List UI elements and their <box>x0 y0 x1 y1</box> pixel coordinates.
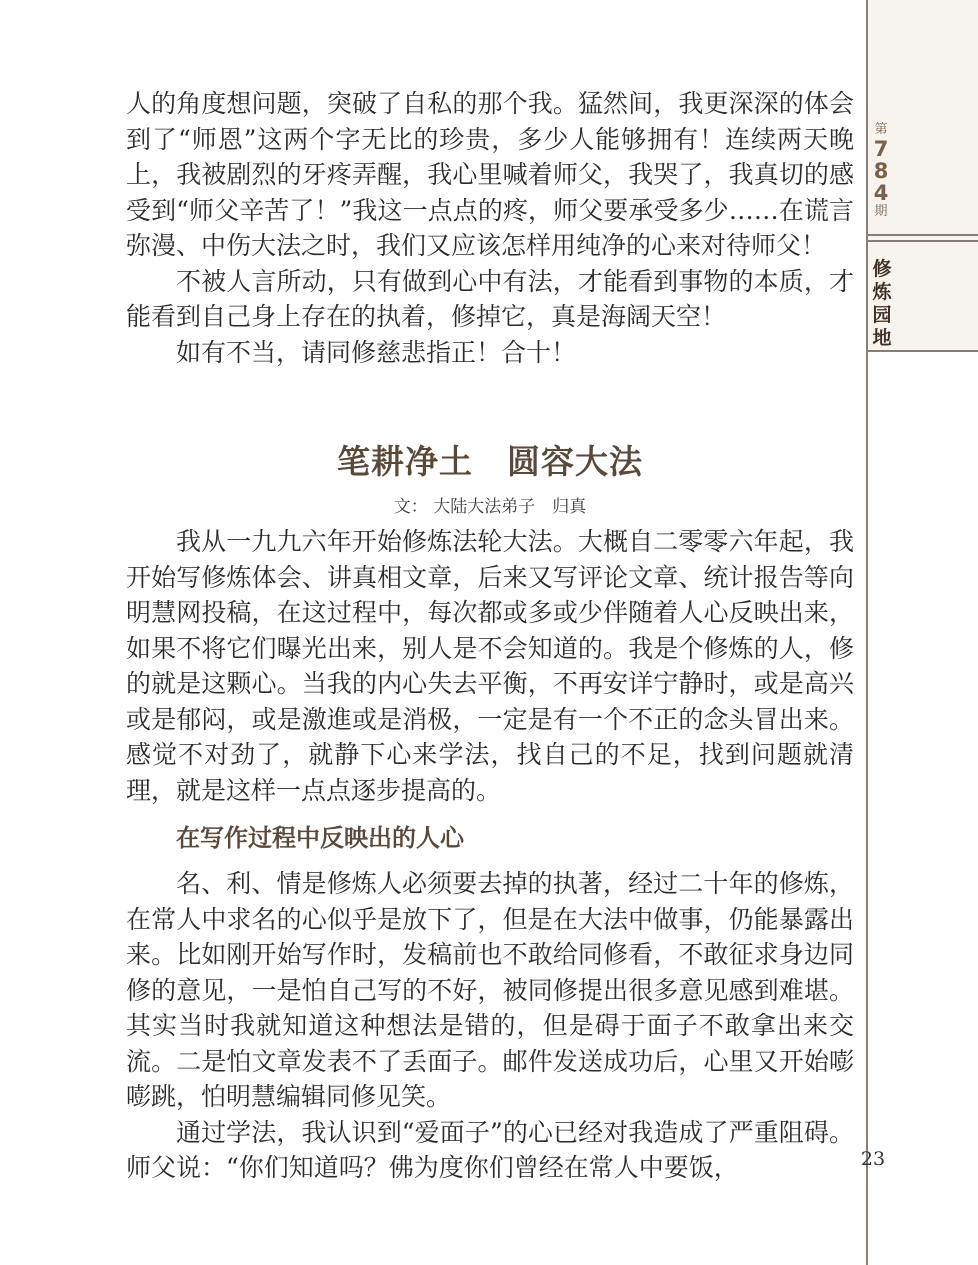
issue-digit: 4 <box>873 181 889 205</box>
article-intro <box>126 524 854 808</box>
section-char: 修 <box>872 258 892 280</box>
rail-separator <box>866 234 978 236</box>
rail-separator <box>866 240 978 242</box>
article-byline: 文： 大陆大法弟子 归真 <box>393 497 587 517</box>
section-char: 园 <box>872 304 892 326</box>
issue-suffix: 期 <box>874 204 888 219</box>
page-number: 23 <box>860 1148 886 1170</box>
section-char: 地 <box>872 327 892 349</box>
section-char: 炼 <box>872 281 892 303</box>
paragraph: 通过学法，我认识到“爱面子”的心已经对我造成了严重阻碍。师父说：“你们知道吗？佛为度你们曾经在常人中要饭， <box>126 1117 854 1182</box>
paragraph: 不被人言所动，只有做到心中有法，才能看到事物的本质，才能看到自己身上存在的执着，修掉它，真是海阔天空！ <box>126 266 854 331</box>
article-title: 笔耕净土 圆容大法 <box>337 442 643 481</box>
prev-article-body <box>126 86 854 370</box>
rail-divider-line <box>866 352 868 1265</box>
issue-digit: 7 <box>873 137 889 161</box>
issue-number <box>868 122 894 220</box>
issue-prefix: 第 <box>874 122 888 137</box>
paragraph: 我从一九九六年开始修炼法轮大法。大概自二零零六年起，我开始写修炼体会、讲真相文章，后来又写评论文章、统计报告等向明慧网投稿，在这过程中，每次都或多或少伴随着人心反映出来，如果不将它们曝光出来，别人是不会知道的。我是个修炼的人，修的就是这颗心。当我的内心失去平衡，不再安详宁静时，或是高兴或是郁闷，或是激進或是消极，一定是有一个不正的念头冒出来。感觉不对劲了，就静下心来学法，找自己的不足，找到问题就清理，就是这样一点点逐步提高的。 <box>126 527 854 805</box>
section-name <box>868 258 896 350</box>
article-body <box>126 866 854 1186</box>
issue-digit: 8 <box>873 159 889 183</box>
paragraph: 名、利、情是修炼人必须要去掉的执著，经过二十年的修炼，在常人中求名的心似乎是放下了，但是在大法中做事，仍能暴露出来。比如刚开始写作时，发稿前也不敢给同修看，不敢征求身边同修的意见，一是怕自己写的不好，被同修提出很多意见感到难堪。其实当时我就知道这种想法是错的，但是碍于面子不敢拿出来交流。二是怕文章发表不了丢面子。邮件发送成功后，心里又开始嘭嘭跳，怕明慧编辑同修见笑。 <box>126 869 854 1111</box>
article-subheading: 在写作过程中反映出的人心 <box>176 824 464 852</box>
paragraph: 人的角度想问题，突破了自私的那个我。猛然间，我更深深的体会到了“师恩”这两个字无比的珍贵，多少人能够拥有！连续两天晚上，我被剧烈的牙疼弄醒，我心里喊着师父，我哭了，我真切的感受到“师父辛苦了！”我这一点点的疼，师父要承受多少……在谎言弥漫、中伤大法之时，我们又应该怎样用纯净的心来对待师父！ <box>126 89 854 260</box>
paragraph: 如有不当，请同修慈悲指正！合十！ <box>176 337 577 367</box>
